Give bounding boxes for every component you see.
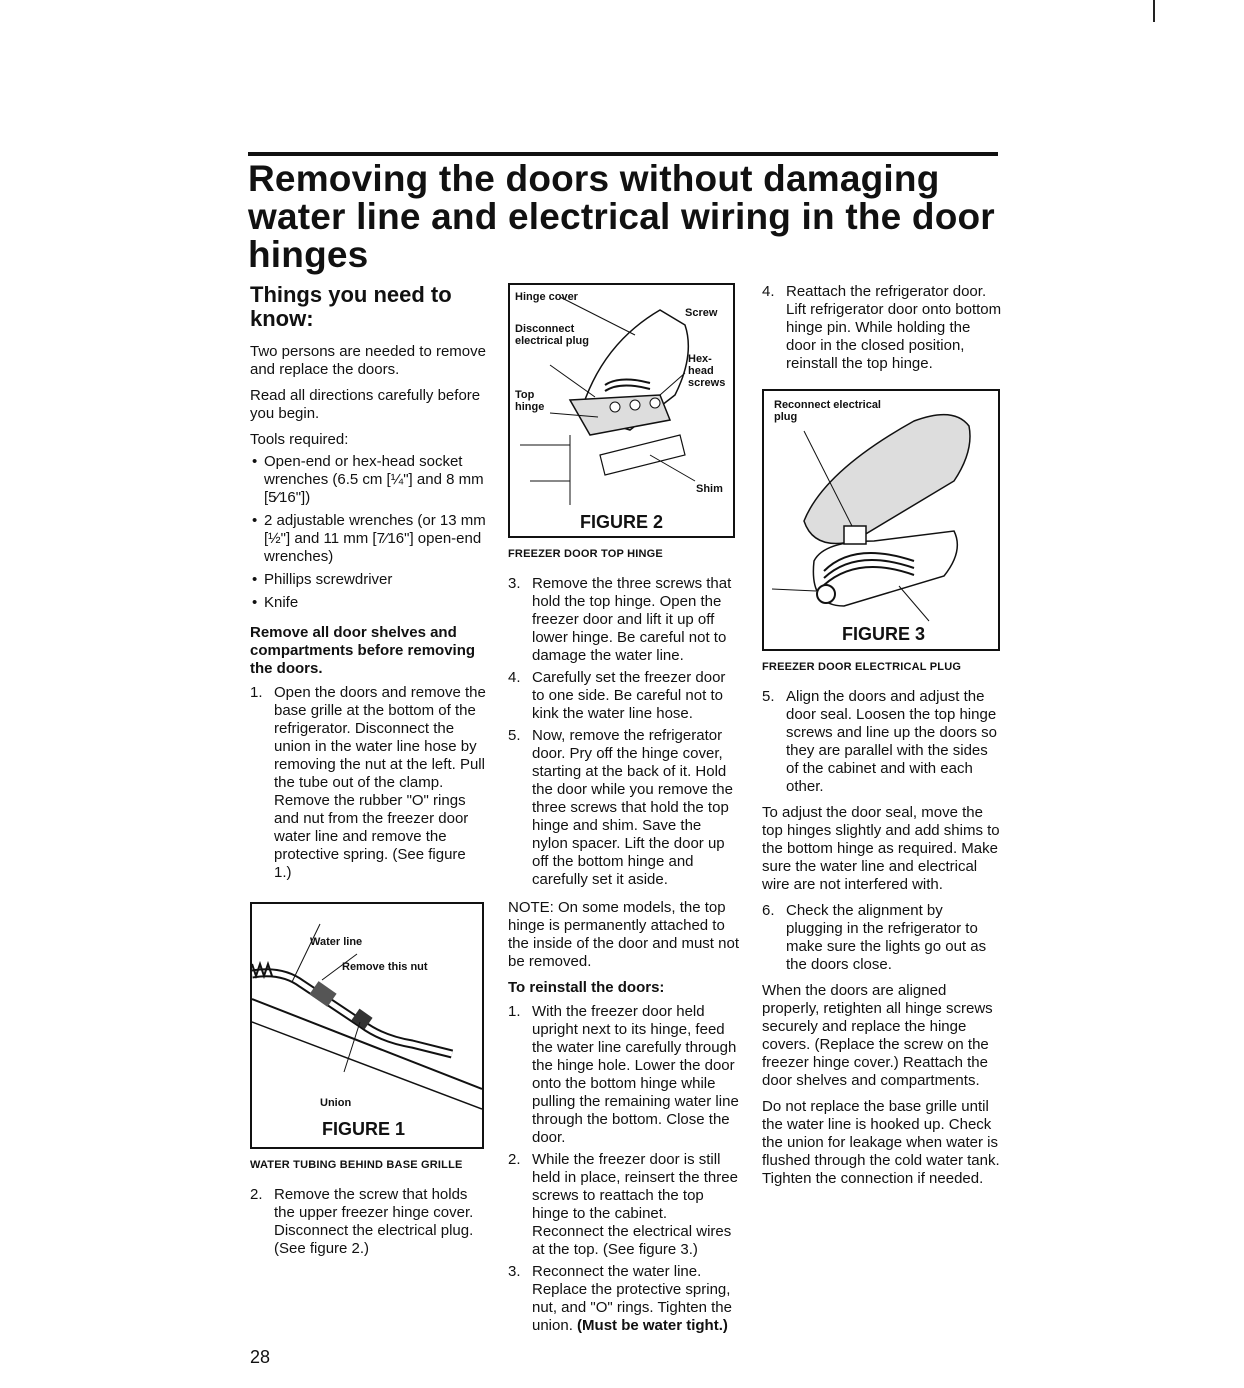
page-title: Removing the doors without damaging water line and electrical wiring in the door hinges [248, 158, 995, 275]
callout-hinge-cover: Hinge cover [515, 291, 578, 303]
column-middle [508, 283, 739, 1343]
list-item: • Knife [250, 594, 486, 612]
list-item: • Open-end or hex-head socket wrenches (6.5 cm [¼"] and 8 mm [5⁄16"]) [250, 453, 486, 507]
list-item: 5. Now, remove the refrigerator door. Pry off the hinge cover, starting at the back of it. Hold the door while you remove the three screws that hold the top hinge and shim. Save the nylon spacer. Lift the door up off the bottom hinge and carefully set it aside. [508, 727, 733, 888]
callout-screw: Screw [685, 307, 718, 319]
tools-list [250, 453, 486, 612]
section-heading: Things you need to know: [250, 282, 452, 331]
callout-top-hinge: Top hinge [515, 389, 545, 413]
list-item: 4. Carefully set the freezer door to one side. Be careful not to kink the water line hose. [508, 669, 726, 722]
column-right [762, 283, 1002, 1196]
callout-reconnect-plug: Reconnect electrical plug [774, 399, 881, 423]
list-item: 2. While the freezer door is still held in place, reinsert the three screws to reattach the top hinge to the cabinet. Reconnect the electrical wires at the top. (See figure 3.) [508, 1151, 738, 1258]
aligned-paragraph: When the doors are aligned properly, retighten all hinge screws securely and replace the hinge covers. (Replace the screw on the freezer hinge cover.) Reattach the door shelves and compartments. [762, 982, 993, 1089]
callout-disconnect-plug: Disconnect electrical plug [515, 323, 589, 347]
figure-1-caption: WATER TUBING BEHIND BASE GRILLE [250, 1159, 463, 1171]
reinstall-subhead: To reinstall the doors: [508, 979, 665, 996]
callout-shim: Shim [696, 483, 723, 495]
list-item: 3. Reconnect the water line. Replace the protective spring, nut, and "O" rings. Tighten the union. (Must be water tight.) [508, 1263, 732, 1334]
electrical-plug-illustration [764, 391, 998, 649]
water-tubing-illustration [252, 904, 482, 1147]
list-item: • 2 adjustable wrenches (or 13 mm [½"] and 11 mm [7⁄16"] open-end wrenches) [250, 512, 486, 566]
note-label: NOTE: [508, 899, 554, 916]
callout-union: Union [320, 1097, 352, 1109]
page-number: 28 [250, 1347, 271, 1367]
steps-list [250, 1186, 486, 1258]
list-item: 4. Reattach the refrigerator door. Lift refrigerator door onto bottom hinge pin. While holding the door in the closed position, reinstall the top hinge. [762, 283, 1002, 372]
steps-list [508, 575, 739, 889]
intro-paragraph: Two persons are needed to remove and replace the doors. [250, 343, 486, 378]
figure-3-caption: FREEZER DOOR ELECTRICAL PLUG [762, 661, 962, 673]
steps-list [250, 684, 486, 882]
reinstall-steps-list [762, 688, 1002, 796]
figure-2-caption: FREEZER DOOR TOP HINGE [508, 548, 663, 560]
figure-2-label: FIGURE 2 [580, 512, 664, 532]
crop-mark [1153, 0, 1155, 22]
list-item: • Phillips screwdriver [250, 571, 486, 589]
tools-label: Tools required: [250, 431, 349, 448]
title-rule [248, 152, 998, 156]
callout-hex-head-screws: Hex-head screws [688, 353, 726, 389]
list-item: 3. Remove the three screws that hold the top hinge. Open the freezer door and lift it up off lower hinge. Be careful not to damage the water line. [508, 575, 732, 664]
figure-1 [250, 902, 484, 1149]
base-grille-paragraph: Do not replace the base grille until the water line is hooked up. Check the union for leakage when water is flushed through the cold water tank. Tighten the connection if needed. [762, 1098, 1000, 1187]
figure-3 [762, 389, 1000, 651]
reinstall-steps-list [762, 283, 1002, 373]
list-item: 6. Check the alignment by plugging in the refrigerator to make sure the lights go out as the doors close. [762, 902, 987, 973]
list-item: 1. With the freezer door held upright next to its hinge, feed the water line carefully through the hinge hole. Lower the door onto the bottom hinge while pulling the remaining water line through the bottom. Close the door. [508, 1003, 739, 1146]
reinstall-steps-list [508, 1003, 739, 1335]
adjust-seal-paragraph: To adjust the door seal, move the top hinges slightly and add shims to the bottom hinge as required. Make sure the water line and electrical wire are not interfered with. [762, 804, 1000, 893]
figure-3-label: FIGURE 3 [842, 624, 926, 644]
reinstall-steps-list [762, 902, 1002, 974]
callout-water-line: Water line [310, 936, 363, 948]
list-item: 5. Align the doors and adjust the door seal. Loosen the top hinge screws and line up the doors so they are parallel with the sides of the cabinet and with each other. [762, 688, 997, 795]
note-paragraph: NOTE: On some models, the top hinge is permanently attached to the inside of the door and must not be removed. [508, 899, 739, 970]
list-item: 1. Open the doors and remove the base grille at the bottom of the refrigerator. Disconnect the union in the water line hose by removing the nut at the left. Pull the tube out of the clamp. Remove the rubber "O" rings and nut from the freezer door water line and remove the protective spring. (See figure 1.) [250, 684, 486, 881]
remove-shelves-subhead: Remove all door shelves and compartments before removing the doors. [250, 624, 476, 677]
list-item: 2. Remove the screw that holds the upper freezer hinge cover. Disconnect the electrical plug. (See figure 2.) [250, 1186, 474, 1257]
column-left [250, 283, 486, 1266]
directions-paragraph: Read all directions carefully before you begin. [250, 387, 481, 422]
figure-1-label: FIGURE 1 [322, 1119, 406, 1139]
figure-2 [508, 283, 735, 538]
callout-remove-nut: Remove this nut [342, 961, 428, 973]
